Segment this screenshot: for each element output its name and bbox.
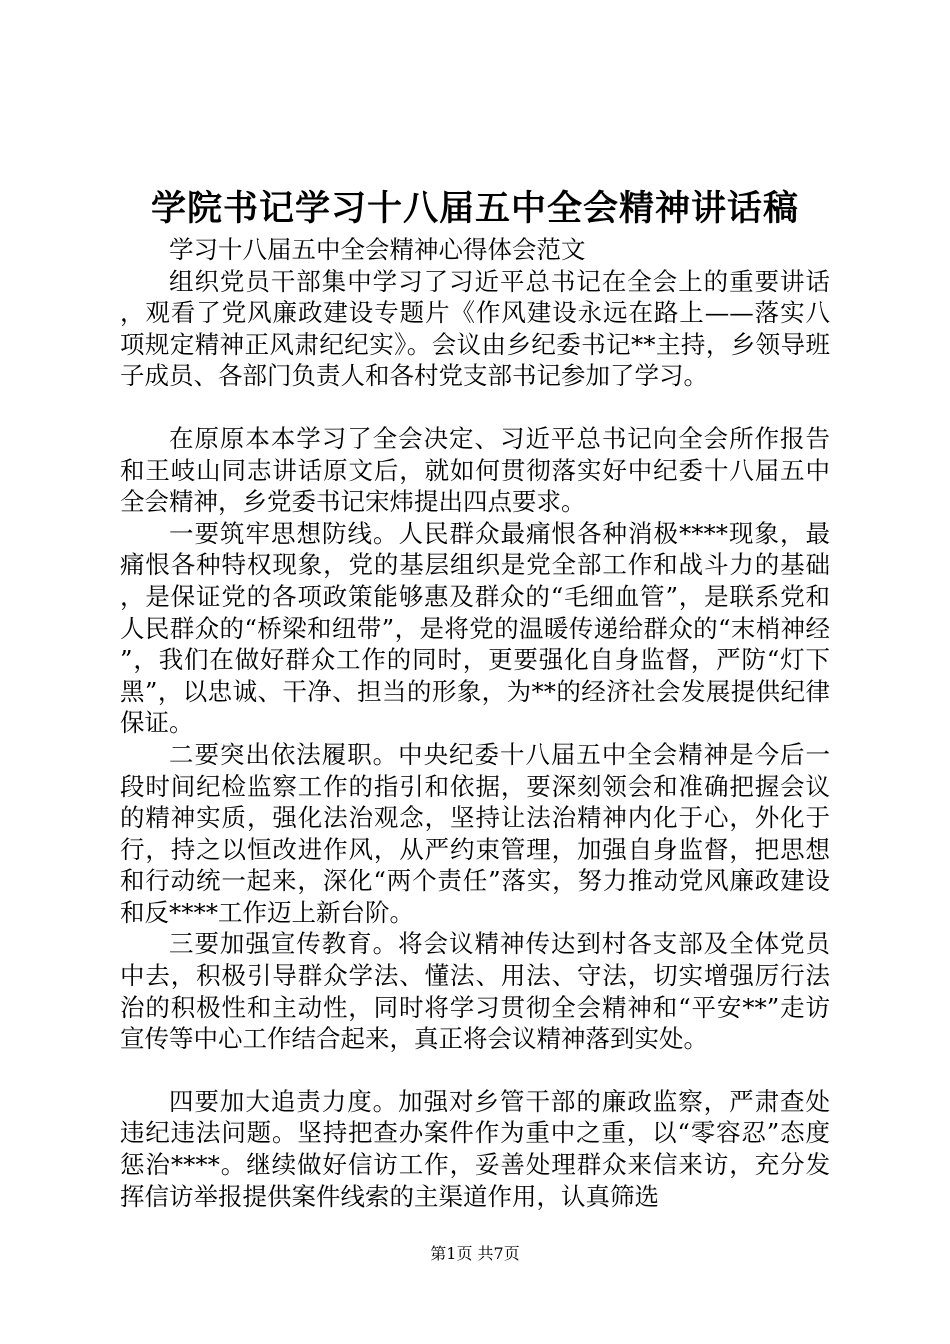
body-paragraph: 四要加大追责力度。加强对乡管干部的廉政监察，严肃查处违纪违法问题。坚持把查办案件作为重中之重，以“零容忍”态度惩治****。继续做好信访工作，妥善处理群众来信来访，充分发挥信访举报提供案件线索的主渠道作用，认真筛选 <box>120 1086 830 1211</box>
body-paragraph: 三要加强宣传教育。将会议精神传达到村各支部及全体党员中去，积极引导群众学法、懂法、用法、守法，切实增强厉行法治的积极性和主动性，同时将学习贯彻全会精神和“平安**”走访宣传等中心工作结合起来，真正将会议精神落到实处。 <box>120 929 830 1054</box>
body-paragraph: 在原原本本学习了全会决定、习近平总书记向全会所作报告和王岐山同志讲话原文后，就如何贯彻落实好中纪委十八届五中全会精神，乡党委书记宋炜提出四点要求。 <box>120 423 830 517</box>
body-paragraph: 组织党员干部集中学习了习近平总书记在全会上的重要讲话，观看了党风廉政建设专题片《作风建设永远在路上——落实八项规定精神正风肃纪纪实》。会议由乡纪委书记**主持，乡领导班子成员、各部门负责人和各村党支部书记参加了学习。 <box>120 266 830 391</box>
subtitle-paragraph: 学习十八届五中全会精神心得体会范文 <box>169 235 586 264</box>
paragraph-gap <box>120 392 830 423</box>
paragraph-gap <box>120 1055 830 1086</box>
body-paragraph: 一要筑牢思想防线。人民群众最痛恨各种消极****现象，最痛恨各种特权现象，党的基层组织是党全部工作和战斗力的基础，是保证党的各项政策能够惠及群众的“毛细血管”，是联系党和人民群众的“桥梁和纽带”，是将党的温暖传递给群众的“末梢神经”，我们在做好群众工作的同时，更要强化自身监督，严防“灯下黑”，以忠诚、干净、担当的形象，为**的经济社会发展提供纪律保证。 <box>120 518 830 738</box>
document-body <box>120 234 830 1212</box>
body-paragraph: 二要突出依法履职。中央纪委十八届五中全会精神是今后一段时间纪检监察工作的指引和依据，要深刻领会和准确把握会议的精神实质，强化法治观念，坚持让法治精神内化于心，外化于行，持之以恒改进作风，从严约束管理，加强自身监督，把思想和行动统一起来，深化“两个责任”落实，努力推动党风廉政建设和反****工作迈上新台阶。 <box>120 739 830 927</box>
document-title: 学院书记学习十八届五中全会精神讲话稿 <box>150 188 799 229</box>
page-footer: 第1页 共7页 <box>430 1244 520 1263</box>
